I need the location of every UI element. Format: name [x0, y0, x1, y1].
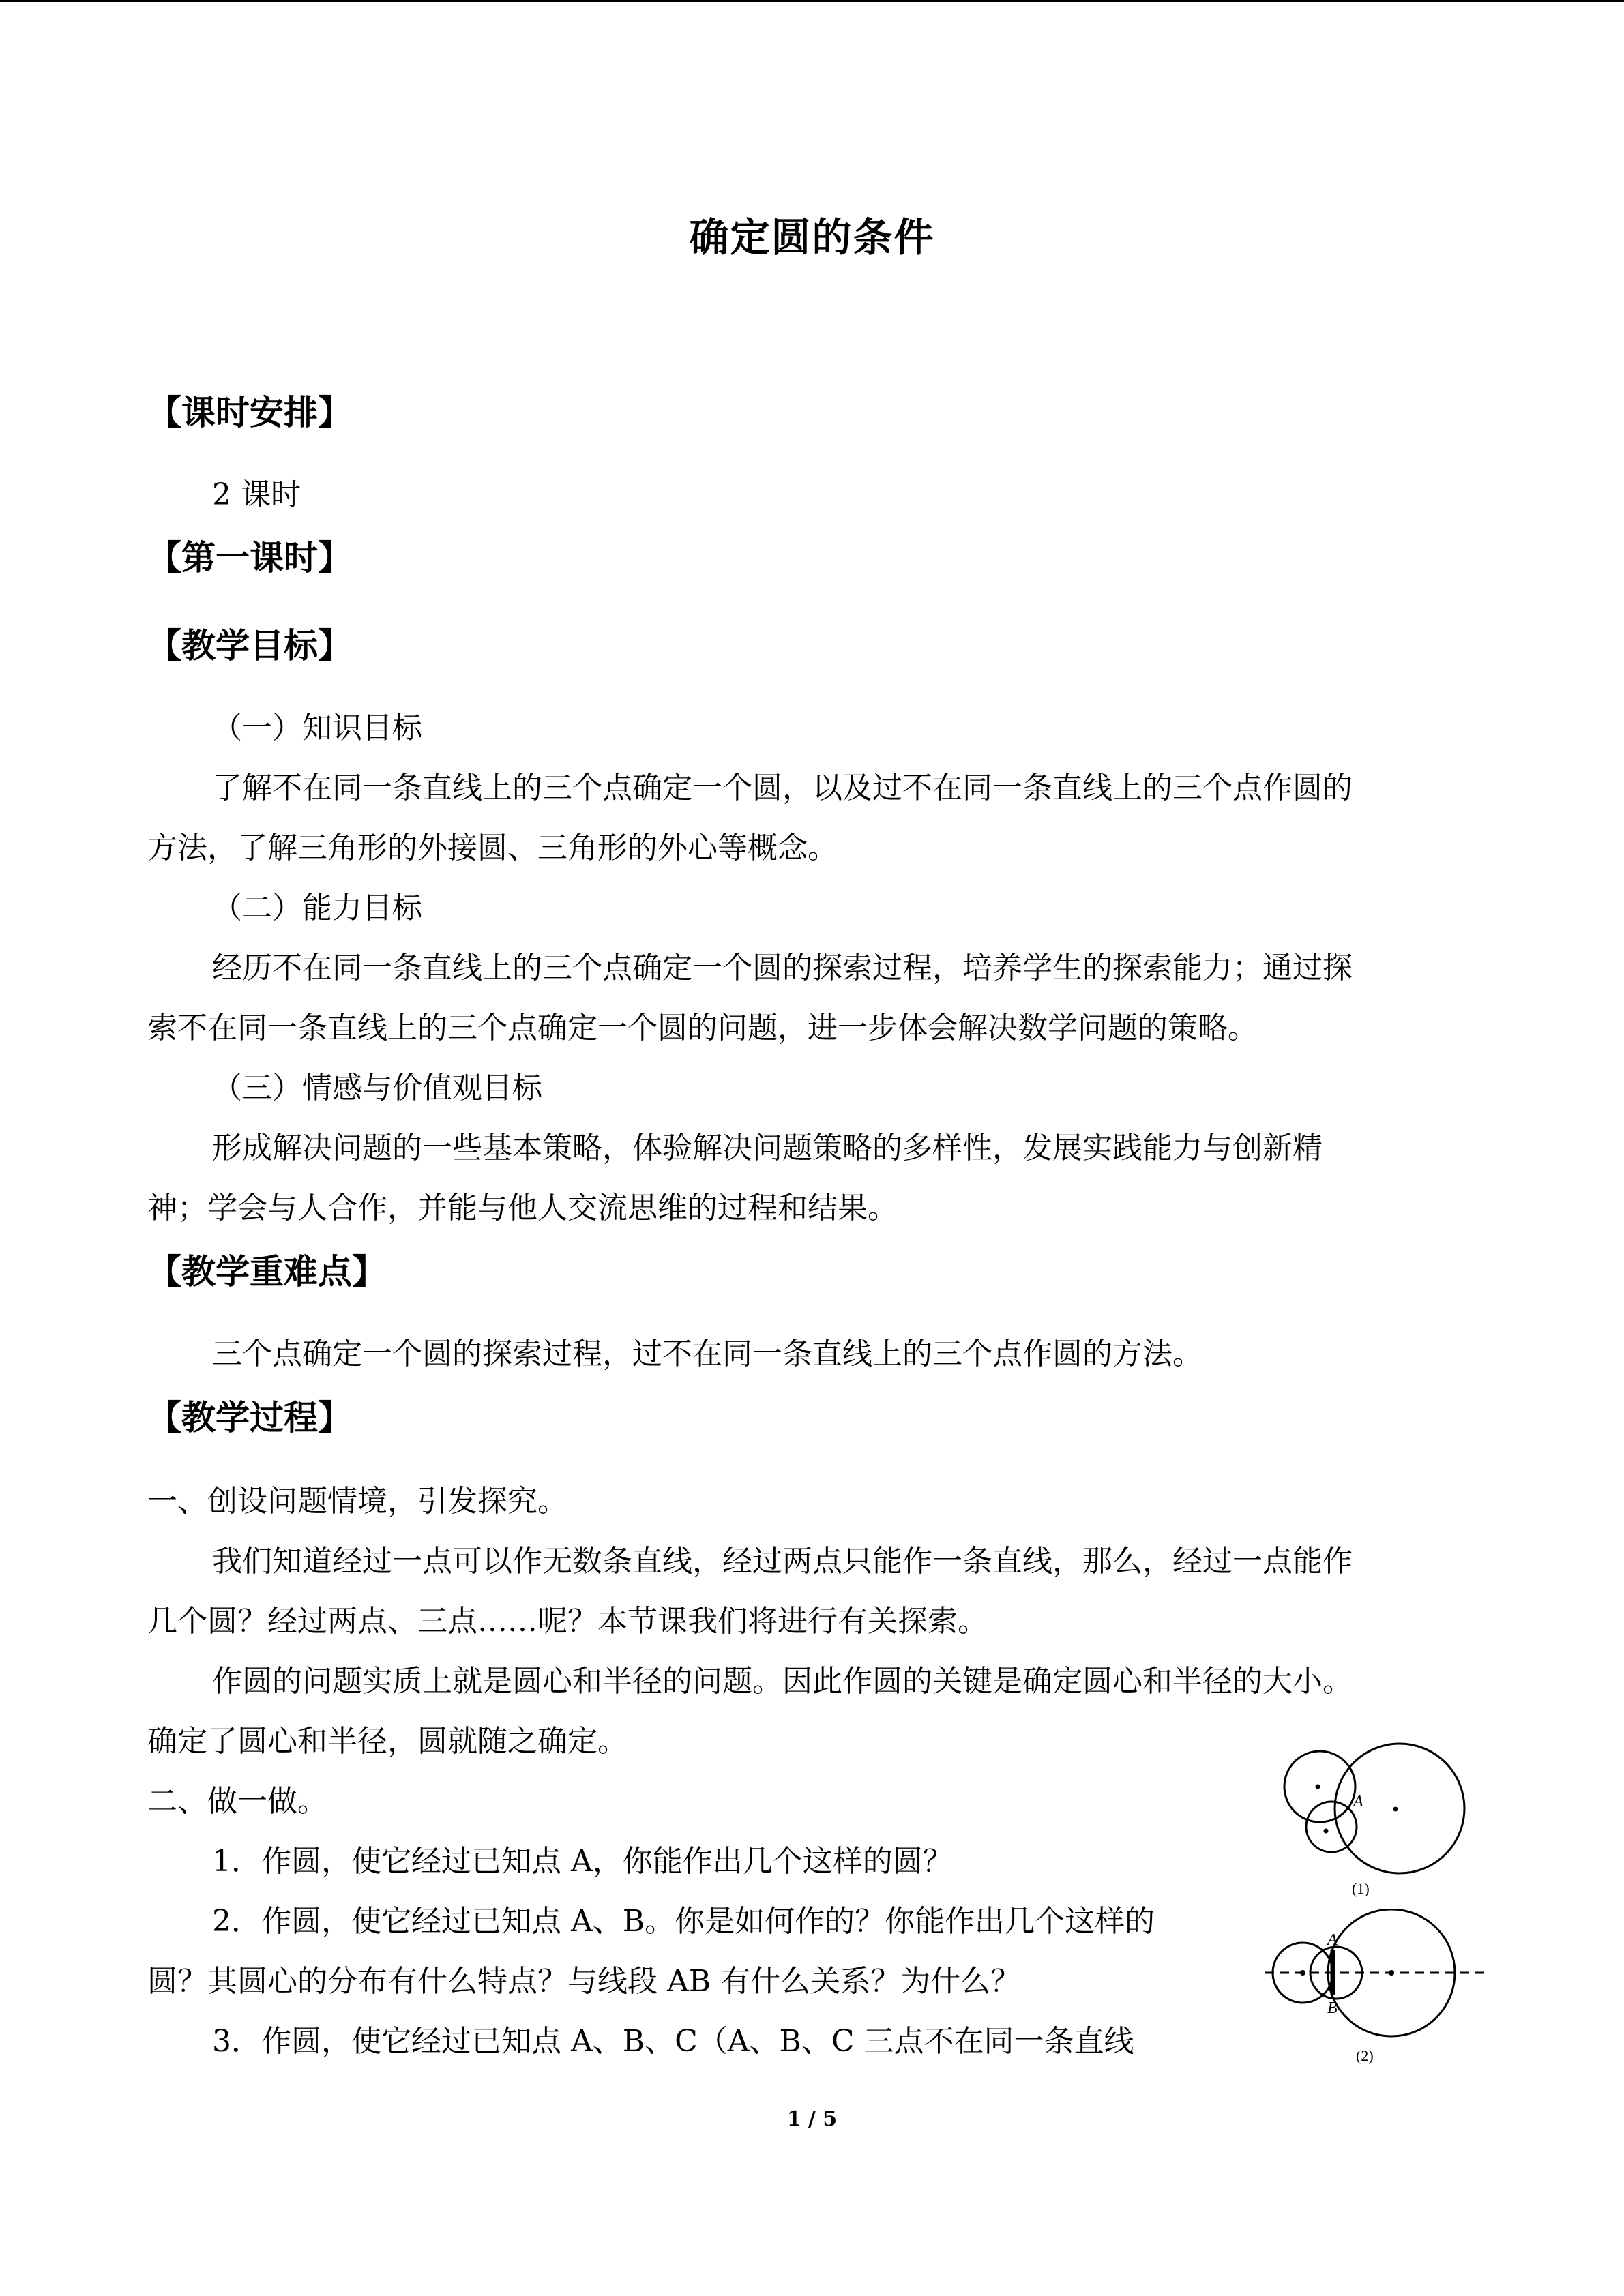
fig2-center-dot-left	[1300, 1970, 1305, 1976]
process-part1-title: 一、创设问题情境，引发探究。	[147, 1484, 567, 1519]
fig1-center-dot-large	[1393, 1807, 1398, 1812]
heading-schedule: 【课时安排】	[147, 392, 352, 432]
figure-2-circles-through-two-points	[1262, 1909, 1487, 2073]
fig1-point-label-a: A	[1353, 1793, 1363, 1810]
fig1-center-dot-lower	[1324, 1829, 1329, 1834]
process-part1-line-4: 确定了圆心和半径，圆就随之确定。	[147, 1724, 628, 1759]
fig1-center-dot-upper	[1316, 1785, 1320, 1789]
process-part1-line-2: 几个圆？经过两点、三点……呢？本节课我们将进行有关探索。	[147, 1604, 988, 1639]
fig2-center-dot-large	[1389, 1970, 1394, 1976]
fig1-small-circle-lower	[1306, 1802, 1357, 1852]
process-item-3-line-1: 3．作圆，使它经过已知点 A、B、C（A、B、C 三点不在同一条直线	[212, 2024, 1134, 2059]
process-part1-line-1: 我们知道经过一点可以作无数条直线，经过两点只能作一条直线，那么，经过一点能作	[212, 1544, 1353, 1579]
fig1-caption: (1)	[1352, 1880, 1370, 1897]
heading-first-lesson: 【第一课时】	[147, 537, 352, 578]
process-item-2-line-2: 圆？其圆心的分布有什么特点？与线段 AB 有什么关系？为什么？	[147, 1964, 1021, 1999]
fig2-caption: (2)	[1356, 2047, 1374, 2064]
ability-label: （二）能力目标	[212, 891, 422, 925]
heading-process: 【教学过程】	[147, 1397, 352, 1437]
figure-1-circles-through-point	[1275, 1735, 1473, 1906]
heading-objectives: 【教学目标】	[147, 625, 352, 666]
fig2-point-label-a: A	[1327, 1931, 1338, 1949]
heading-key-points: 【教学重难点】	[147, 1251, 386, 1292]
ability-line-2: 索不在同一条直线上的三个点确定一个圆的问题，进一步体会解决数学问题的策略。	[147, 1011, 1258, 1045]
knowledge-label: （一）知识目标	[212, 711, 422, 745]
process-item-2-line-1: 2．作圆，使它经过已知点 A、B。你是如何作的？你能作出几个这样的	[212, 1904, 1155, 1939]
process-item-1: 1．作圆，使它经过已知点 A，你能作出几个这样的圆？	[212, 1844, 953, 1879]
emotion-line-1: 形成解决问题的一些基本策略，体验解决问题策略的多样性，发展实践能力与创新精	[212, 1131, 1323, 1165]
emotion-label: （三）情感与价值观目标	[212, 1071, 542, 1105]
top-border-line	[0, 0, 1624, 2]
knowledge-line-2: 方法，了解三角形的外接圆、三角形的外心等概念。	[147, 831, 838, 865]
knowledge-line-1: 了解不在同一条直线上的三个点确定一个圆，以及过不在同一条直线上的三个点作圆的	[212, 771, 1353, 805]
ability-line-1: 经历不在同一条直线上的三个点确定一个圆的探索过程，培养学生的探索能力；通过探	[212, 951, 1353, 985]
fig2-point-label-b: B	[1327, 1999, 1338, 2017]
emotion-line-2: 神；学会与人合作，并能与他人交流思维的过程和结果。	[147, 1191, 898, 1225]
process-part2-title: 二、做一做。	[147, 1784, 327, 1819]
schedule-text: 2 课时	[212, 477, 301, 512]
page-number: 1 / 5	[786, 2107, 838, 2131]
key-points-text: 三个点确定一个圆的探索过程，过不在同一条直线上的三个点作圆的方法。	[212, 1337, 1202, 1371]
process-part1-line-3: 作圆的问题实质上就是圆心和半径的问题。因此作圆的关键是确定圆心和半径的大小。	[212, 1664, 1353, 1699]
document-title: 确定圆的条件	[689, 214, 935, 260]
